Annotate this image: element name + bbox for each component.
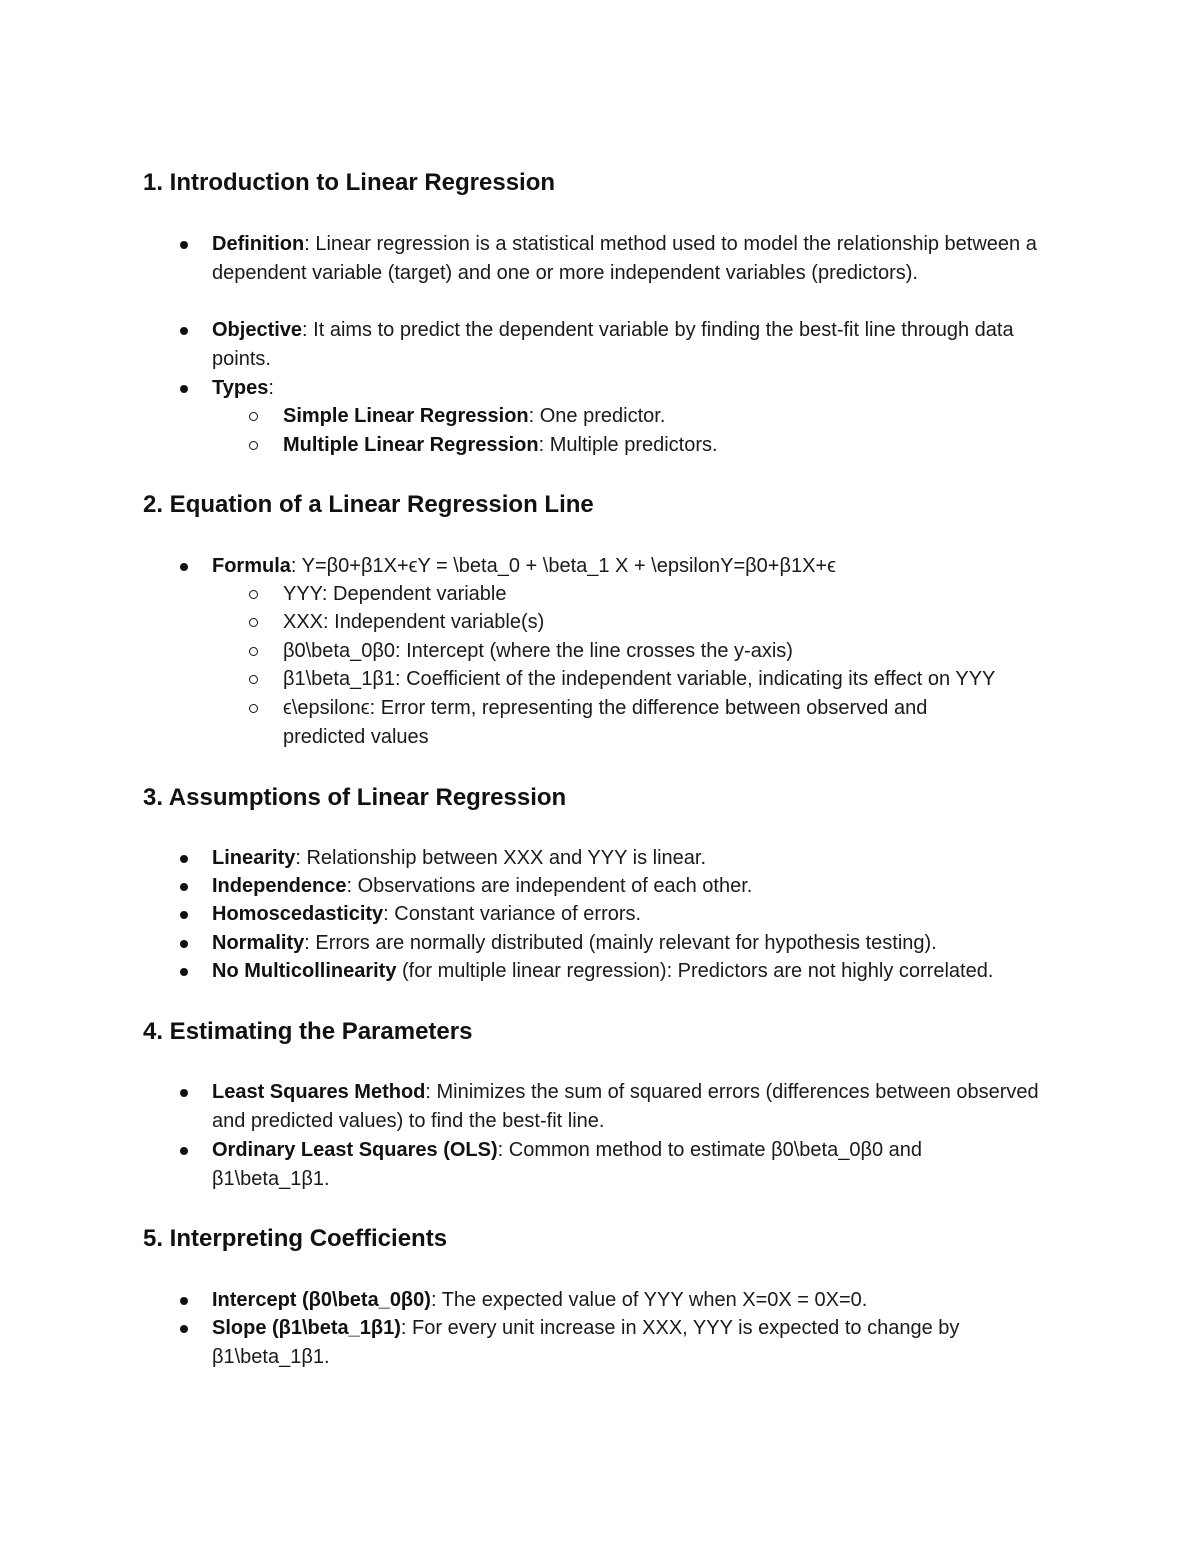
item-text: : Y=β0+β1X+ϵY = \beta_0 + \beta_1 X + \epsilonY=β0+β1X+ϵ <box>290 555 836 577</box>
item-term: Linearity <box>212 847 296 869</box>
item-text: (for multiple linear regression): Predictors are not highly correlated. <box>396 960 994 982</box>
list-subitem-beta0 <box>283 637 1083 666</box>
circle-bullet-icon <box>249 618 258 627</box>
list-item-slope <box>212 1314 1042 1371</box>
item-text: : Multiple predictors. <box>538 434 718 456</box>
item-text: : One predictor. <box>528 405 666 427</box>
item-text: : Linear regression is a statistical method used to model the relationship between a dependent variable (target) and one or more independent variables (predictors). <box>212 233 1037 284</box>
circle-bullet-icon <box>249 647 258 656</box>
section-2-heading: 2. Equation of a Linear Regression Line <box>143 491 594 518</box>
list-item-types <box>212 374 1072 403</box>
list-item-definition <box>212 230 1072 287</box>
item-text: : For every unit increase in XXX, YYY is expected to change by β1\beta_1β1. <box>212 1317 960 1368</box>
list-item-multicollinearity <box>212 957 1112 986</box>
circle-bullet-icon <box>249 590 258 599</box>
circle-bullet-icon <box>249 675 258 684</box>
bullet-icon <box>180 327 188 335</box>
item-text: : Minimizes the sum of squared errors (differences between observed and predicted values) to find the best-fit line. <box>212 1081 1039 1132</box>
bullet-icon <box>180 968 188 976</box>
list-subitem-x <box>283 608 1083 637</box>
section-1-heading: 1. Introduction to Linear Regression <box>143 169 556 196</box>
item-term: Intercept (β0\beta_0β0) <box>212 1289 431 1311</box>
section-4-heading: 4. Estimating the Parameters <box>143 1018 473 1045</box>
circle-bullet-icon <box>249 412 258 421</box>
circle-bullet-icon <box>249 441 258 450</box>
list-item-least-squares <box>212 1078 1042 1135</box>
bullet-icon <box>180 385 188 393</box>
item-term: Definition <box>212 233 305 255</box>
item-text: YYY: Dependent variable <box>283 583 507 605</box>
item-text: : It aims to predict the dependent variable by finding the best-fit line through data points. <box>212 319 1014 370</box>
list-subitem-beta1 <box>283 665 1103 694</box>
list-item-objective <box>212 316 1072 373</box>
item-text: : Common method to estimate β0\beta_0β0 and β1\beta_1β1. <box>212 1139 922 1190</box>
bullet-icon <box>180 883 188 891</box>
bullet-icon <box>180 563 188 571</box>
item-term: Formula <box>212 555 291 577</box>
item-term: Types <box>212 377 269 399</box>
item-term: Simple Linear Regression <box>283 405 529 427</box>
item-text: β1\beta_1β1: Coefficient of the independent variable, indicating its effect on YYY <box>283 668 996 690</box>
list-subitem-epsilon <box>283 694 1003 751</box>
list-item-linearity <box>212 844 1072 873</box>
bullet-icon <box>180 1325 188 1333</box>
bullet-icon <box>180 1089 188 1097</box>
list-item-normality <box>212 929 1072 958</box>
list-item-ols <box>212 1136 1002 1193</box>
circle-bullet-icon <box>249 704 258 713</box>
item-term: Ordinary Least Squares (OLS) <box>212 1139 498 1161</box>
item-text: β0\beta_0β0: Intercept (where the line crosses the y-axis) <box>283 640 793 662</box>
item-term: Slope (β1\beta_1β1) <box>212 1317 401 1339</box>
item-term: Homoscedasticity <box>212 903 384 925</box>
item-text: : Constant variance of errors. <box>383 903 642 925</box>
list-item-intercept <box>212 1286 1072 1315</box>
item-text: ϵ\epsilonϵ: Error term, representing the difference between observed and predicted values <box>283 697 928 748</box>
item-term: Normality <box>212 932 305 954</box>
list-subitem-multiple <box>283 431 1083 460</box>
list-item-homoscedasticity <box>212 900 1072 929</box>
bullet-icon <box>180 911 188 919</box>
list-item-independence <box>212 872 1072 901</box>
item-text: : Observations are independent of each other. <box>346 875 753 897</box>
item-term: Multiple Linear Regression <box>283 434 539 456</box>
section-5-heading: 5. Interpreting Coefficients <box>143 1225 448 1252</box>
item-term: Independence <box>212 875 347 897</box>
item-term: No Multicollinearity <box>212 960 397 982</box>
item-text: : Relationship between XXX and YYY is linear. <box>295 847 706 869</box>
bullet-icon <box>180 241 188 249</box>
section-3-heading: 3. Assumptions of Linear Regression <box>143 784 567 811</box>
list-item-formula <box>212 552 1072 581</box>
item-term: Objective <box>212 319 303 341</box>
item-text: : <box>268 377 274 399</box>
bullet-icon <box>180 940 188 948</box>
list-subitem-simple <box>283 402 1083 431</box>
item-text: : The expected value of YYY when X=0X = 0X=0. <box>430 1289 868 1311</box>
bullet-icon <box>180 1297 188 1305</box>
list-subitem-y <box>283 580 1083 609</box>
bullet-icon <box>180 855 188 863</box>
item-term: Least Squares Method <box>212 1081 426 1103</box>
item-text: : Errors are normally distributed (mainly relevant for hypothesis testing). <box>304 932 937 954</box>
item-text: XXX: Independent variable(s) <box>283 611 545 633</box>
bullet-icon <box>180 1147 188 1155</box>
